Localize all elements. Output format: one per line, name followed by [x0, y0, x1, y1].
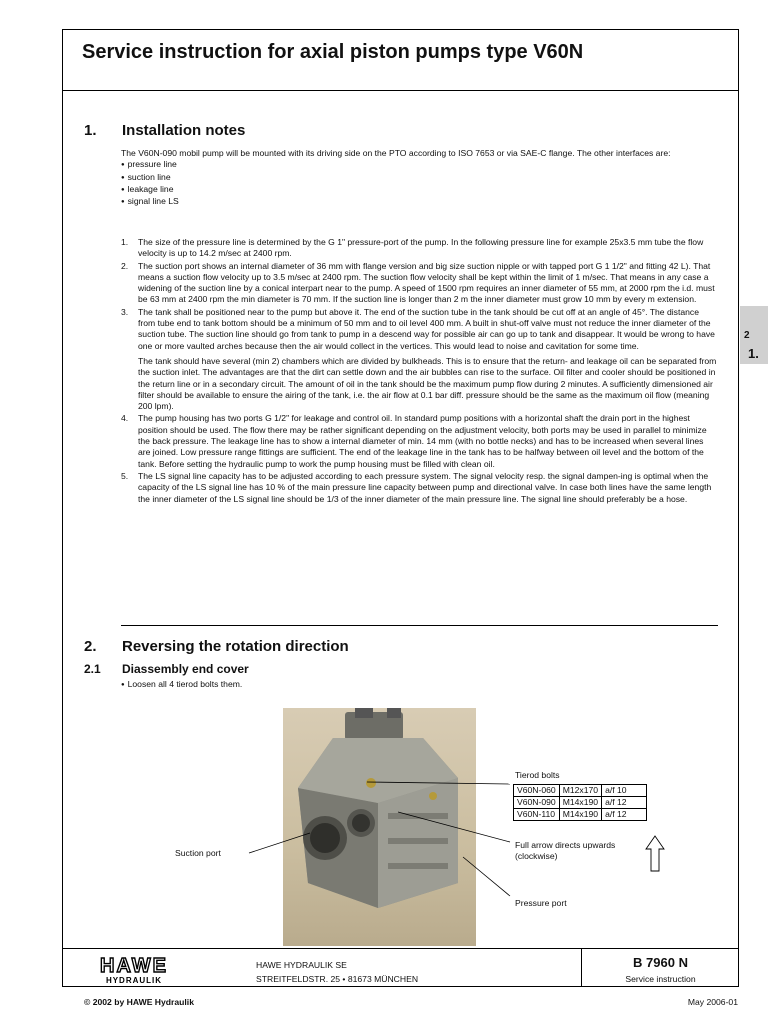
interface-item: ● signal line LS [121, 196, 717, 208]
table-row [514, 785, 647, 797]
table-cell: a/f 10 [602, 785, 647, 797]
hawe-logo [84, 955, 184, 990]
subsection-number: 2.1 [84, 662, 101, 676]
table-cell: M14x190 [559, 797, 601, 809]
arrow-label-line-1: Full arrow directs upwards [515, 840, 616, 850]
document-code: B 7960 N [633, 955, 688, 970]
step-item: ● Loosen all 4 tierod bolts them. [121, 679, 717, 691]
interface-item: ● suction line [121, 172, 717, 184]
table-cell: a/f 12 [602, 797, 647, 809]
svg-text:HYDRAULIK: HYDRAULIK [105, 976, 163, 985]
table-cell: V60N-060 [514, 785, 560, 797]
company-street: STREITFELDSTR. 25 • 81673 MÜNCHEN [256, 974, 419, 984]
arrow-label [515, 840, 615, 862]
section-2-number: 2. [84, 638, 97, 655]
tierod-label: Tierod bolts [515, 770, 560, 780]
installation-item: 5. The LS signal line capacity has to be adjusted according to each pressure system. The signal velocity resp. the signal dampen-ing is optimal when the capacity of the LS signal line has 10 % of the main pressure line capacity between pump and directional valve. In case both lines have the same length the inner diameter of the LS signal line should be 1/3 of the inner diameter of the main pressure line. The signal line should preferably be a hose. [121, 470, 712, 504]
table-cell: V60N-110 [514, 809, 560, 821]
installation-item: 3. The tank shall be positioned near to the pump but above it. The end of the suction tube in the tank should be cut off at an angle of 45°. The distance from tube end to tank bottom should be a minimum of 50 mm and to oil level 400 mm. A built in shut-off valve must not reduce the inner diameter of the suction tube. The suction line should go from tank to pump in a descend way for possible air can go up to tank and disappear. It would be wrong to have one or more vaulted arches because then the air would collect in the vertices. This would lead to noise and cavitation for some time. The tank should have several (min 2) chambers which are divided by bulkheads. This is to ensure that the return- and leakage oil can be separated from the suction inlet. The advantages are that the dirt can settle down and the air bubbles can rise to the surface. Oil filter and cooler should be positioned in the return line or in a secondary circuit. The amount of oil in the tank should be the maximum pump flow during 2 minutes. A sufficiently dimensioned air filter should be available to ensure the airing of the tank, i.e. the air flow at 0.1 bar diff. pressure should be the same as the maximum oil flow (meaning 200 lpm). [121, 306, 717, 412]
chapter-tab-section: 1. [748, 346, 759, 361]
hawe-logo-mark [84, 955, 184, 985]
interface-item: ● leakage line [121, 184, 717, 196]
document-kind: Service instruction [625, 974, 696, 984]
table-cell: M12x170 [559, 785, 601, 797]
table-cell: a/f 12 [602, 809, 647, 821]
copyright: © 2002 by HAWE Hydraulik [84, 997, 194, 1007]
table-cell: M14x190 [559, 809, 601, 821]
installation-item: 4. The pump housing has two ports G 1/2" for leakage and control oil. In standard pump positions with a horizontal shaft the drain port in the highest position should be used. The flow there may be rather significant depending on the adjustment velocity, both ports may be used in parallel to minimize the back pressure. The leakage line has to show a internal diameter of min. 14 mm (with no bottle necks) and has to be increased when several lines are joined. Low pressure range fittings are sufficient. The end of the leakage line in the tank has to be halfway between oil level and the bottom of the tank. Before setting the hydraulic pump to work the pump housing must be filled with clean oil. [121, 413, 707, 469]
arrow-up-icon [646, 836, 664, 871]
installation-item: 2. The suction port shows an internal diameter of 36 mm with flange version and big size suction nipple or with tapped port G 1 1/2" and fitting 42 L). That means a suction flow velocity up to 3.5 m/sec at 2400 rpm. The suction flow velocity shall be kept within the limit of 1 m/sec. That means in any case a widening of the suction line by a conical interpart near to the pump. A speed of 1500 rpm requires an inner diameter of 55 mm, at 2000 rpm the i.d. must be 63 mm at 2400 rpm the min diameter is 70 mm. If the suction line is longer than 2 m the inner diameter must grow 10 mm by every m extension. [121, 260, 715, 305]
subsection-title: Diassembly end cover [122, 662, 249, 676]
company-address [256, 958, 418, 986]
interface-item: ● pressure line [121, 159, 717, 171]
suction-port-label: Suction port [175, 848, 221, 858]
section-1-title: Installation notes [122, 122, 246, 139]
page-title: Service instruction for axial piston pumps type V60N [82, 41, 584, 63]
document-id [582, 952, 739, 984]
svg-text:HAWE: HAWE [100, 955, 168, 977]
section-2-title: Reversing the rotation direction [122, 638, 349, 655]
tierod-table [513, 784, 647, 821]
section-1-number: 1. [84, 122, 97, 139]
issue-date: May 2006-01 [687, 997, 738, 1007]
section-1-intro: The V60N-090 mobil pump will be mounted with its driving side on the PTO according to ISO 7653 or via SAE-C flange. The other interfaces are: [121, 148, 671, 158]
company-name: HAWE HYDRAULIK SE [256, 960, 347, 970]
pressure-port-label: Pressure port [515, 898, 567, 908]
table-cell: V60N-090 [514, 797, 560, 809]
arrow-label-line-2: (clockwise) [515, 851, 558, 861]
table-row [514, 809, 647, 821]
chapter-tab-sub: 2 [744, 330, 750, 341]
table-row [514, 797, 647, 809]
installation-item: 1. The size of the pressure line is determined by the G 1" pressure-port of the pump. In the following pressure line for example 25x3.5 mm tube the flow velocity is up to 14.2 m/sec at 2400 rpm. [121, 237, 704, 259]
